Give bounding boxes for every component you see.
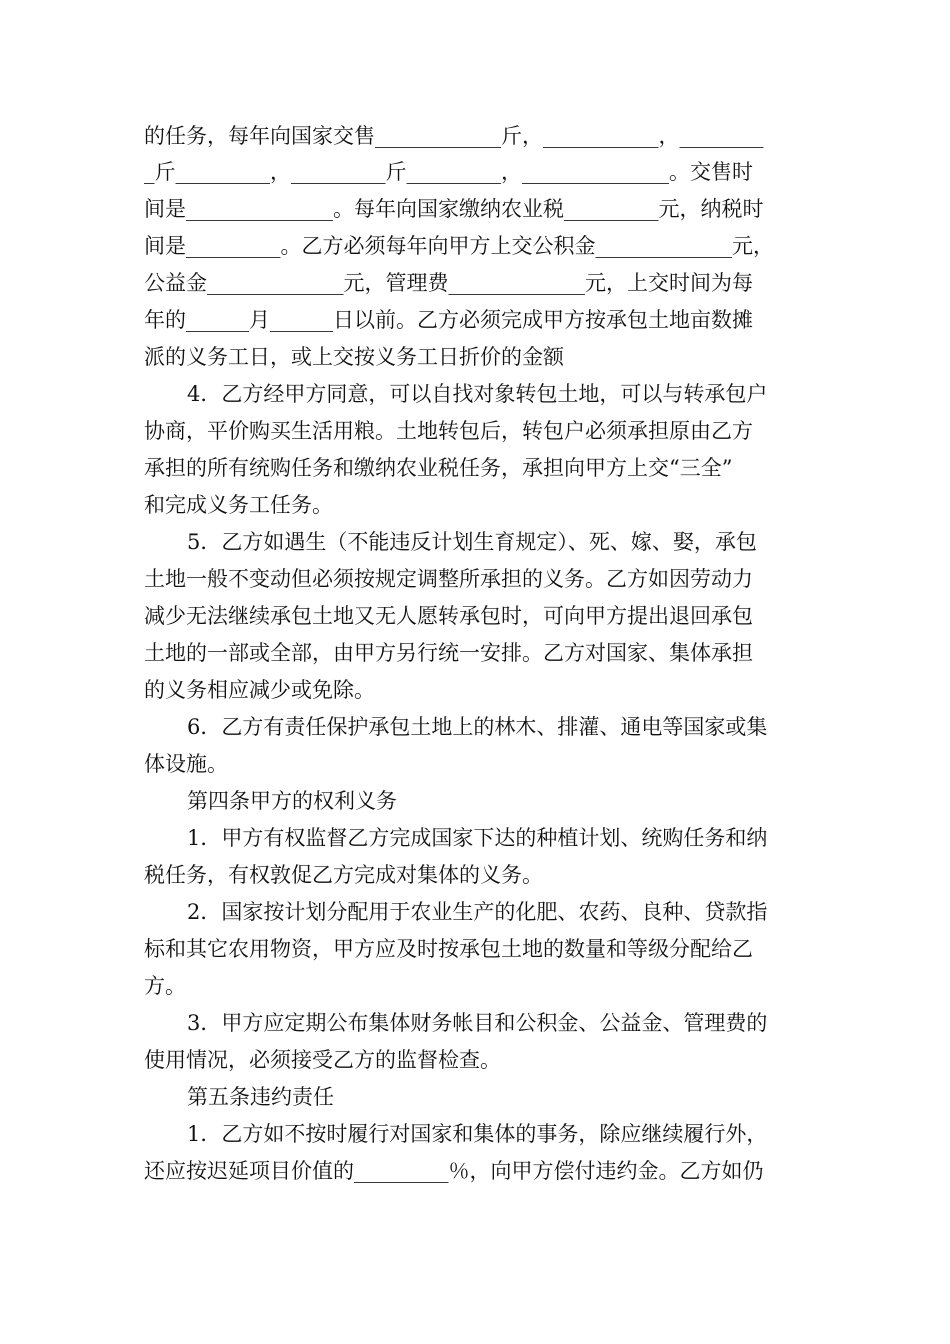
section-heading: 第四条甲方的权利义务 — [187, 789, 397, 813]
text-line: 方。 — [144, 974, 186, 998]
text-line: 的任务，每年向国家交售____________斤，___________，________ — [144, 124, 764, 148]
text-line: 公益金_____________元，管理费_____________元，上交时间为每 — [144, 271, 753, 295]
text-line: 间是_________。乙方必须每年向甲方上交公积金_____________元， — [144, 234, 774, 258]
text-line: 和完成义务工任务。 — [144, 493, 333, 517]
text-line: 承担的所有统购任务和缴纳农业税任务，承担向甲方上交“三全” — [144, 456, 733, 480]
paragraph-start: 5．乙方如遇生（不能违反计划生育规定）、死、嫁、娶，承包 — [187, 530, 757, 554]
paragraph-start: 1．乙方如不按时履行对国家和集体的事务，除应继续履行外， — [187, 1122, 768, 1146]
text-line: 体设施。 — [144, 752, 228, 776]
text-line: 标和其它农用物资，甲方应及时按承包土地的数量和等级分配给乙 — [144, 937, 753, 961]
text-line: 年的______月______日以前。乙方必须完成甲方按承包土地亩数摊 — [144, 308, 753, 332]
text-line: 税任务，有权敦促乙方完成对集体的义务。 — [144, 863, 543, 887]
paragraph-start: 6．乙方有责任保护承包土地上的林木、排灌、通电等国家或集 — [187, 715, 768, 739]
text-line: 还应按迟延项目价值的_________％，向甲方偿付违约金。乙方如仍 — [144, 1159, 764, 1183]
paragraph-start: 1．甲方有权监督乙方完成国家下达的种植计划、统购任务和纳 — [187, 826, 768, 850]
text-line: 间是______________。每年向国家缴纳农业税_________元，纳税时 — [144, 197, 764, 221]
text-line: 使用情况，必须接受乙方的监督检查。 — [144, 1048, 501, 1072]
text-line: 派的义务工日，或上交按义务工日折价的金额 — [144, 345, 564, 369]
text-line: _斤_________，_________斤_________，______________。交售时 — [144, 160, 753, 184]
text-line: 减少无法继续承包土地又无人愿转承包时，可向甲方提出退回承包 — [144, 604, 753, 628]
paragraph-start: 3．甲方应定期公布集体财务帐目和公积金、公益金、管理费的 — [187, 1011, 768, 1035]
text-line: 的义务相应减少或免除。 — [144, 678, 375, 702]
paragraph-start: 4．乙方经甲方同意，可以自找对象转包土地，可以与转承包户 — [187, 382, 768, 406]
paragraph-start: 2．国家按计划分配用于农业生产的化肥、农药、良种、贷款指 — [187, 900, 768, 924]
text-line: 协商，平价购买生活用粮。土地转包后，转包户必须承担原由乙方 — [144, 419, 753, 443]
section-heading: 第五条违约责任 — [187, 1085, 334, 1109]
text-line: 土地的一部或全部，由甲方另行统一安排。乙方对国家、集体承担 — [144, 641, 753, 665]
text-line: 土地一般不变动但必须按规定调整所承担的义务。乙方如因劳动力 — [144, 567, 753, 591]
